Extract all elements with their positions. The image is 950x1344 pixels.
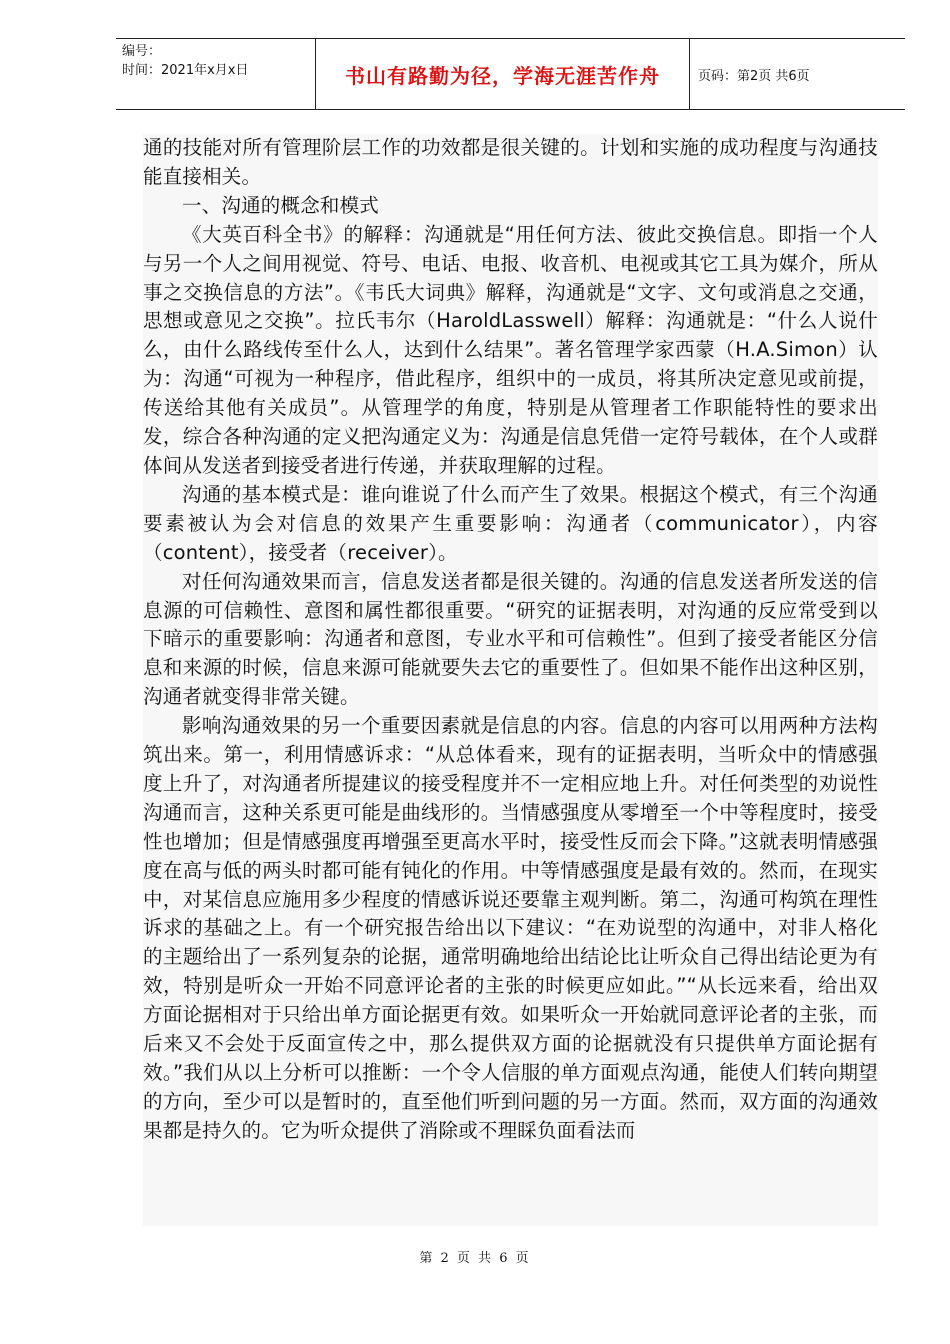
document-body <box>143 134 878 1226</box>
header-page-info: 页码：第2页 共6页 <box>698 68 810 84</box>
paragraph: 《大英百科全书》的解释：沟通就是“用任何方法、彼此交换信息。即指一个人与另一个人之间用视觉、符号、电话、电报、收音机、电视或其它工具为媒介，所从事之交换信息的方法”。《韦氏大词典》解释，沟通就是“文字、文句或消息之交通，思想或意见之交换”。拉氏韦尔（HaroldLasswell）解释：沟通就是：“什么人说什么，由什么路线传至什么人，达到什么结果”。著名管理学家西蒙（H.A.Simon）认为：沟通“可视为一种程序，借此程序，组织中的一成员，将其所决定意见或前提，传送给其他有关成员”。从管理学的角度，特别是从管理者工作职能特性的要求出发，综合各种沟通的定义把沟通定义为：沟通是信息凭借一定符号载体，在个人或群体间从发送者到接受者进行传递，并获取理解的过程。 <box>143 222 878 477</box>
time-label: 时间：2021年x月x日 <box>122 63 249 78</box>
page-header <box>116 38 905 110</box>
header-meta <box>116 39 316 109</box>
header-motto: 书山有路勤为径，学海无涯苦作舟 <box>345 63 660 88</box>
paragraph: 沟通的基本模式是：谁向谁说了什么而产生了效果。根据这个模式，有三个沟通要素被认为会对信息的效果产生重要影响：沟通者（communicator），内容（content），接受者（receiver）。 <box>143 482 878 564</box>
section-heading: 一、沟通的概念和模式 <box>182 193 380 217</box>
paragraph-continuation: 通的技能对所有管理阶层工作的功效都是很关键的。计划和实施的成功程度与沟通技能直接相关。 <box>143 136 878 188</box>
paragraph: 影响沟通效果的另一个重要因素就是信息的内容。信息的内容可以用两种方法构筑出来。第一，利用情感诉求：“从总体看来，现有的证据表明，当听众中的情感强度上升了，对沟通者所提建议的接受程度并不一定相应地上升。对任何类型的劝说性沟通而言，这种关系更可能是曲线形的。当情感强度从零增至一个中等程度时，接受性也增加；但是情感强度再增强至更高水平时，接受性反而会下降。”这就表明情感强度在高与低的两头时都可能有钝化的作用。中等情感强度是最有效的。然而，在现实中，对某信息应施用多少程度的情感诉说还要靠主观判断。第二，沟通可构筑在理性诉求的基础之上。有一个研究报告给出以下建议：“在劝说型的沟通中，对非人格化的主题给出了一系列复杂的论据，通常明确地给出结论比让听众自己得出结论更为有效，特别是听众一开始不同意评论者的主张的时候更应如此。”“从长远来看，给出双方面论据相对于只给出单方面论据更有效。如果听众一开始就同意评论者的主张，而后来又不会处于反面宣传之中，那么提供双方面的论据就没有只提供单方面论据有效。”我们从以上分析可以推断：一个令人信服的单方面观点沟通，能使人们转向期望的方向，至少可以是暂时的，直至他们听到问题的另一方面。然而，双方面的沟通效果都是持久的。它为听众提供了消除或不理睬负面看法而 <box>143 714 878 1142</box>
paragraph: 对任何沟通效果而言，信息发送者都是很关键的。沟通的信息发送者所发送的信息源的可信赖性、意图和属性都很重要。“研究的证据表明，对沟通的反应常受到以下暗示的重要影响：沟通者和意图，专业水平和可信赖性”。但到了接受者能区分信息和来源的时候，信息来源可能就要失去它的重要性了。但如果不能作出这种区别，沟通者就变得非常关键。 <box>143 569 878 709</box>
page-footer: 第 2 页 共 6 页 <box>419 1251 531 1266</box>
number-label: 编号： <box>122 44 162 59</box>
header-page-info-cell <box>690 39 905 109</box>
header-motto-cell <box>316 39 690 109</box>
